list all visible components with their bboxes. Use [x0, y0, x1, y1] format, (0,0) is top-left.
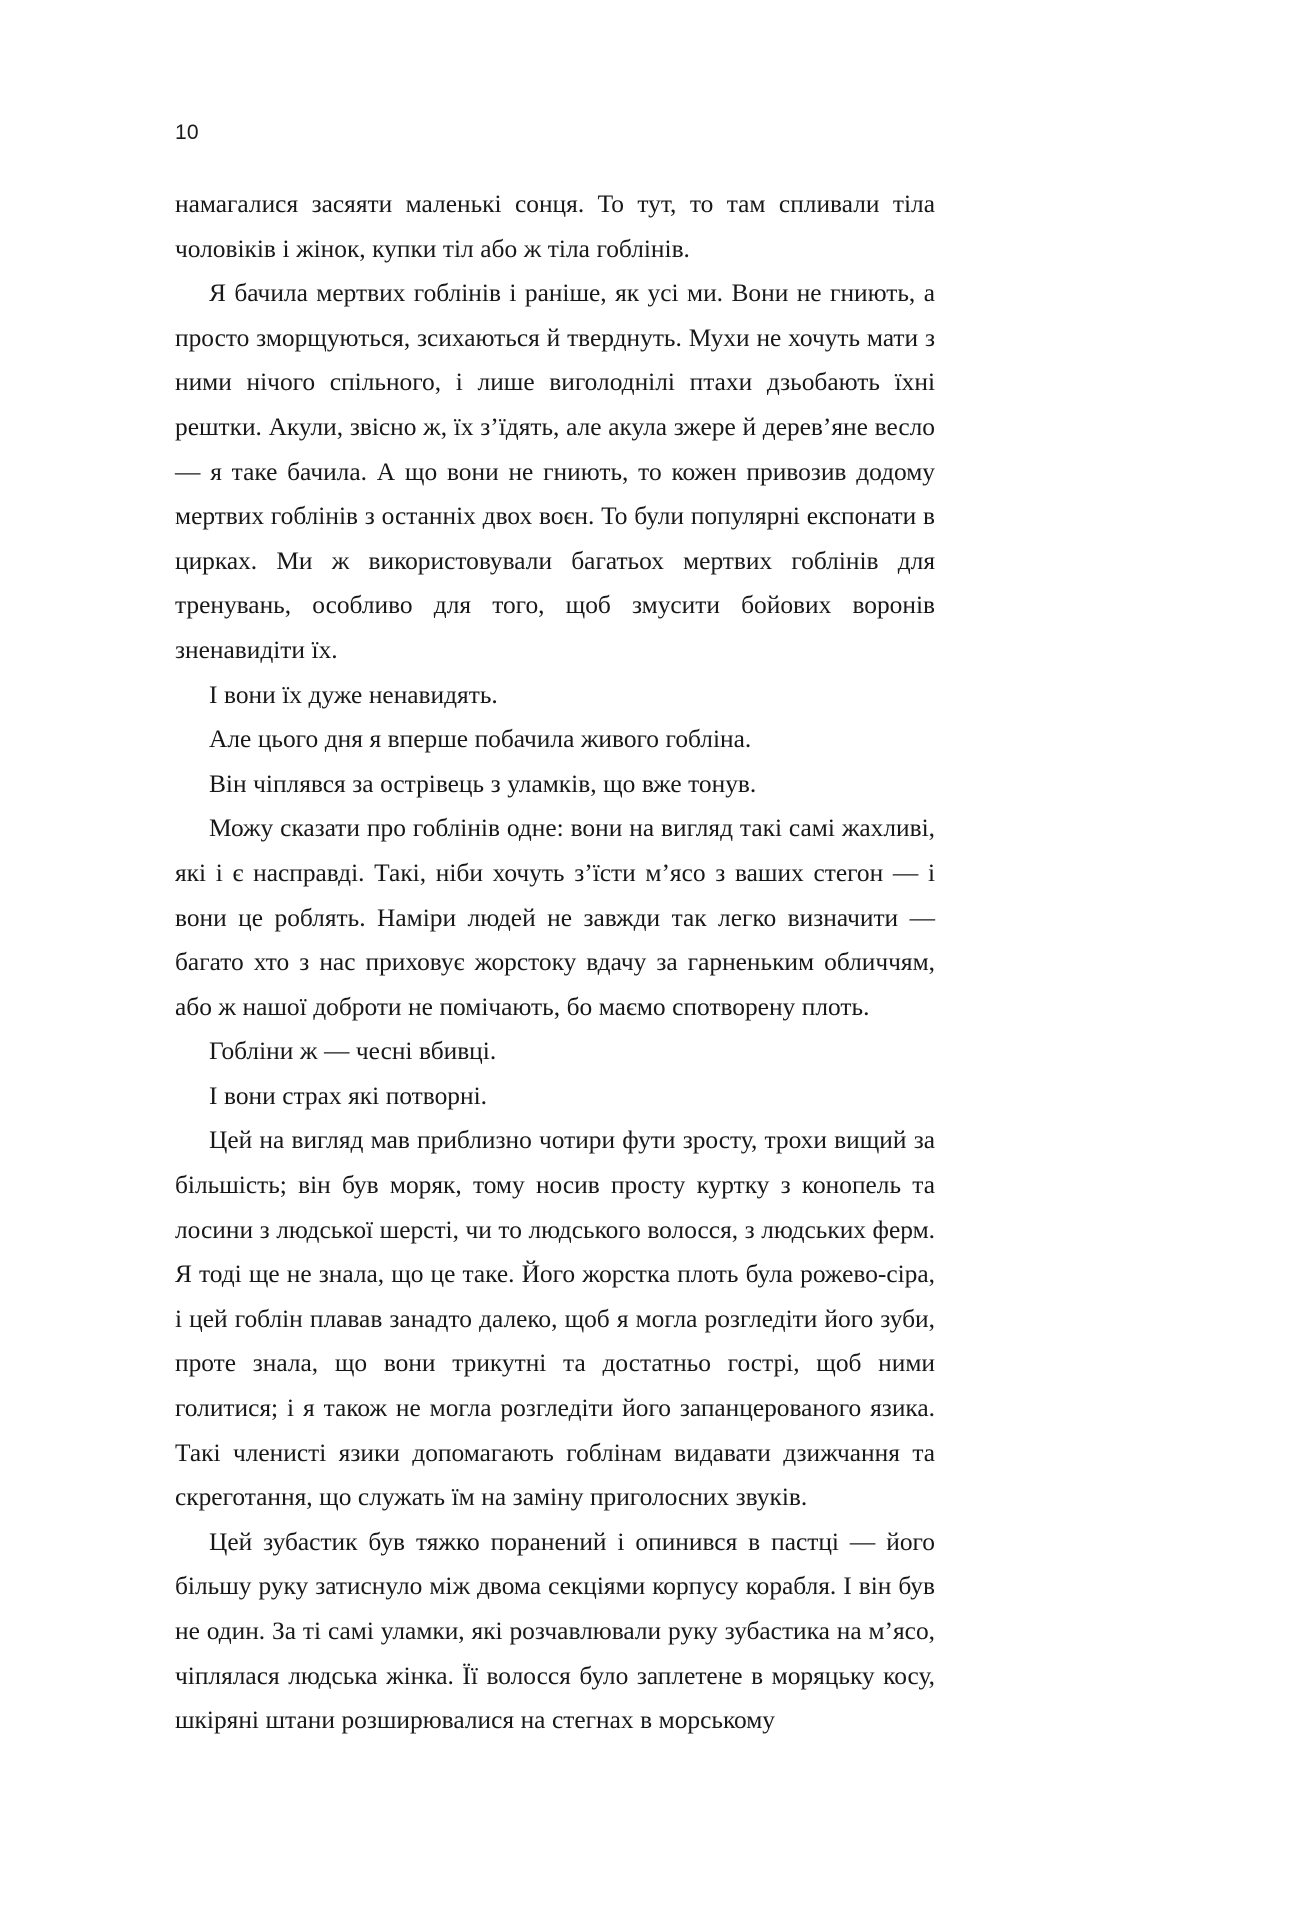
paragraph: Цей зубастик був тяжко поранений і опинився в пастці — його більшу руку затиснуло між двома секціями корпусу корабля. І він був не один. За ті самі уламки, які розчавлювали руку зубастика на м’ясо, чіплялася людська жінка. Її волосся було заплетене в моряцьку косу, шкіряні штани розширювалися на стегнах в морському: [175, 1527, 935, 1735]
paragraph: Він чіплявся за острівець з уламків, що вже тонув.: [209, 769, 757, 798]
paragraph: Можу сказати про гоблінів одне: вони на вигляд такі самі жахливі, які і є насправді. Такі, ніби хочуть з’їсти м’ясо з ваших стегон — і вони це роблять. Наміри людей не завжди так легко визначити — багато хто з нас приховує жорстоку вдачу за гарненьким обличчям, або ж нашої доброти не помічають, бо маємо спотворену плоть.: [175, 814, 935, 1021]
page-number: 10: [175, 121, 199, 144]
paragraph: Я бачила мертвих гоблінів і раніше, як усі ми. Вони не гниють, а просто зморщуються, зсихаються й тверднуть. Мухи не хочуть мати з ними нічого спільного, і лише виголоднілі птахи дзьобають їхні рештки. Акули, звісно ж, їх з’їдять, але акула зжере й дерев’яне весло — я таке бачила. А що вони не гниють, то кожен привозив додому мертвих гоблінів з останніх двох воєн. То були популярні експонати в цирках. Ми ж використовували багатьох мертвих гоблінів для тренувань, особливо для того, щоб змусити бойових воронів зненавидіти їх.: [175, 279, 935, 664]
body-text-block: [175, 182, 935, 1743]
paragraph: Цей на вигляд мав приблизно чотири фути зросту, трохи вищий за більшість; він був моряк, тому носив просту куртку з конопель та лосини з людської шерсті, чи то людського волосся, з людських ферм. Я тоді ще не знала, що це таке. Його жорстка плоть була рожево-сіра, і цей гоблін плавав занадто далеко, щоб я могла розгледіти його зуби, проте знала, що вони трикутні та достатньо гострі, щоб ними голитися; і я також не могла розгледіти його запанцерованого язика. Такі членисті язики допомагають гоблінам видавати дзижчання та скреготання, що служать їм на заміну приголосних звуків.: [175, 1126, 935, 1512]
paragraph: Але цього дня я вперше побачила живого гобліна.: [209, 725, 752, 754]
paragraph: І вони їх дуже ненавидять.: [209, 680, 498, 709]
paragraph: І вони страх які потворні.: [209, 1081, 487, 1110]
paragraph: Гобліни ж — чесні вбивці.: [209, 1037, 497, 1066]
paragraph: намагалися засяяти маленькі сонця. То тут, то там спливали тіла чоловіків і жінок, купки тіл або ж тіла гоблінів.: [175, 190, 935, 263]
